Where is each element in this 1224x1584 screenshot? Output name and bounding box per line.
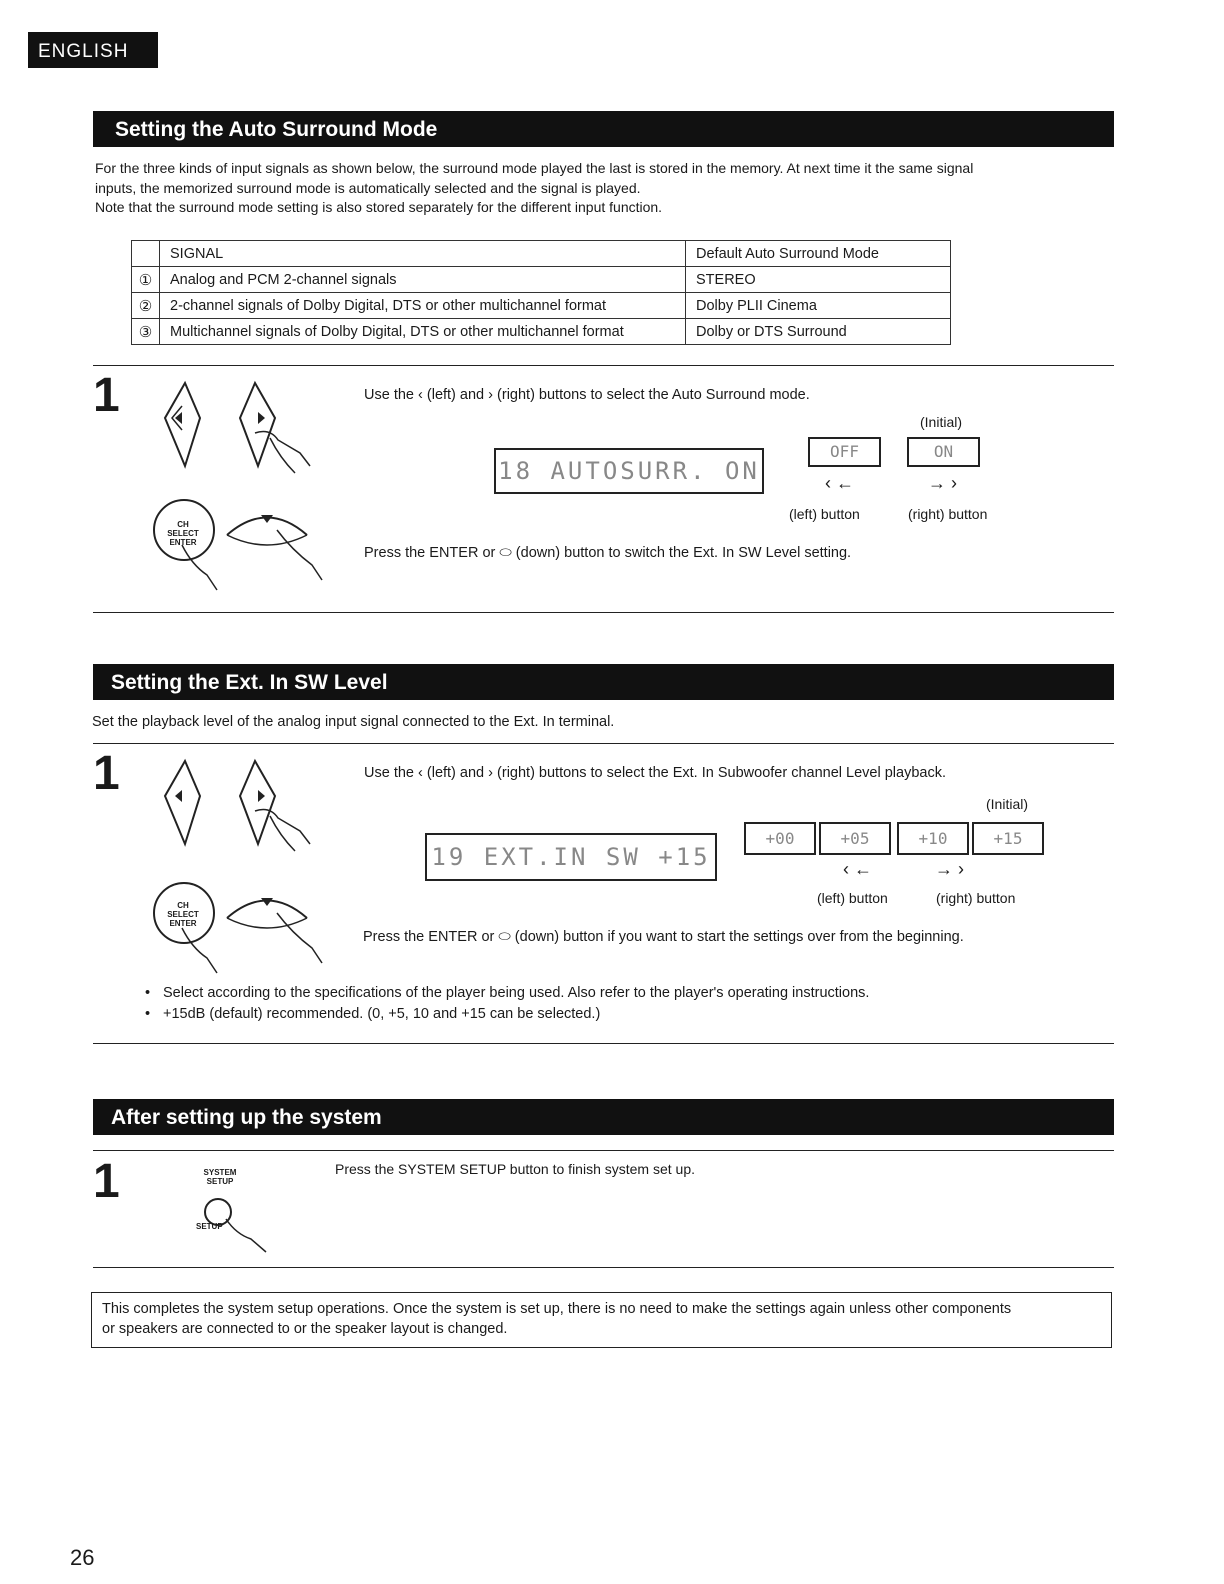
instr-text: Use the bbox=[364, 387, 414, 403]
table-cell-num: ③ bbox=[132, 319, 160, 345]
instruction-select-level bbox=[364, 763, 946, 783]
left-button-icon bbox=[165, 761, 200, 844]
left-button-label: (left) button bbox=[817, 890, 888, 906]
initial-label: (Initial) bbox=[920, 414, 963, 430]
left-button-icon bbox=[165, 383, 200, 466]
initial-label: (Initial) bbox=[986, 796, 1029, 812]
instr-text: (down) button if you want to start the settings over from the beginning. bbox=[514, 929, 964, 945]
divider bbox=[93, 1150, 1114, 1151]
option-05: +05 bbox=[819, 822, 891, 855]
signal-table bbox=[131, 240, 951, 345]
left-button-label: (left) button bbox=[789, 506, 860, 522]
instr-text: Press the ENTER or bbox=[363, 929, 495, 945]
intro-line: inputs, the memorized surround mode is automatically selected and the signal is played. bbox=[95, 179, 641, 196]
table-cell-signal: Multichannel signals of Dolby Digital, DTS or other multichannel format bbox=[160, 319, 686, 345]
right-arrow-icon: › bbox=[488, 765, 493, 781]
lcd-display: 18 AUTOSURR. ON bbox=[494, 448, 764, 494]
divider bbox=[93, 1267, 1114, 1268]
note-line: or speakers are connected to or the speaker layout is changed. bbox=[102, 1321, 508, 1337]
table-row bbox=[132, 319, 951, 345]
instr-text: (right) buttons to select the Auto Surround mode. bbox=[497, 387, 810, 403]
table-cell-mode: Dolby or DTS Surround bbox=[686, 319, 951, 345]
right-button-icon bbox=[240, 761, 275, 844]
hand-icon bbox=[226, 1219, 266, 1252]
page-number: 26 bbox=[70, 1545, 95, 1570]
enter-label: ENTER bbox=[169, 919, 197, 928]
instr-text: Use the bbox=[364, 765, 414, 781]
option-00: +00 bbox=[744, 822, 816, 855]
table-cell-mode: STEREO bbox=[686, 267, 951, 293]
left-arrow-icon: ‹ ← bbox=[843, 859, 872, 879]
instr-text: (left) and bbox=[426, 765, 485, 781]
instr-text: Press the ENTER or bbox=[364, 545, 496, 561]
table-row bbox=[132, 267, 951, 293]
left-arrow-icon: ‹ ← bbox=[825, 473, 854, 493]
table-cell-mode: Dolby PLII Cinema bbox=[686, 293, 951, 319]
note-line: This completes the system setup operations. Once the system is set up, there is no need to make the settings again unless other components bbox=[102, 1301, 1012, 1317]
ch-select-enter-label bbox=[162, 901, 204, 928]
right-arrow-icon: › bbox=[488, 387, 493, 403]
divider bbox=[93, 1043, 1114, 1044]
auto-surround-intro bbox=[95, 159, 1125, 218]
section-title-ext-sw: Setting the Ext. In SW Level bbox=[93, 664, 1114, 700]
divider bbox=[93, 365, 1114, 366]
table-cell-num: ② bbox=[132, 293, 160, 319]
left-right-buttons-illustration bbox=[160, 756, 320, 856]
right-button-label: (right) button bbox=[936, 890, 1016, 906]
option-on: ON bbox=[907, 437, 980, 467]
ch-select-label: CH SELECT bbox=[167, 901, 199, 919]
instruction-system-setup: Press the SYSTEM SETUP button to finish system set up. bbox=[335, 1161, 696, 1177]
ext-sw-notes bbox=[145, 983, 869, 1025]
divider bbox=[93, 743, 1114, 744]
right-arrow-icon: → › bbox=[928, 473, 957, 493]
list-item: • Select according to the specifications of the player being used. Also refer to the player's operating instructions. bbox=[145, 983, 869, 1004]
option-15: +15 bbox=[972, 822, 1044, 855]
setup-label: SETUP bbox=[196, 1222, 223, 1231]
option-off: OFF bbox=[808, 437, 881, 467]
table-header-mode: Default Auto Surround Mode bbox=[686, 241, 951, 267]
table-header-signal: SIGNAL bbox=[160, 241, 686, 267]
ch-select-enter-label bbox=[162, 520, 204, 547]
instruction-enter bbox=[363, 927, 964, 947]
lcd-display: 19 EXT.IN SW +15 bbox=[425, 833, 717, 881]
step-number: 1 bbox=[93, 1155, 120, 1208]
right-button-label: (right) button bbox=[908, 506, 988, 522]
intro-line: Note that the surround mode setting is also stored separately for the different input function. bbox=[95, 199, 663, 215]
divider bbox=[93, 612, 1114, 613]
instruction-select-mode bbox=[364, 385, 810, 405]
section-title-after-setup: After setting up the system bbox=[93, 1099, 1114, 1135]
down-button-icon: ⬭ bbox=[498, 929, 511, 945]
right-arrow-icon: → › bbox=[935, 859, 964, 879]
language-tab: ENGLISH bbox=[28, 32, 158, 68]
step-number: 1 bbox=[93, 369, 120, 422]
table-cell bbox=[132, 241, 160, 267]
enter-label: ENTER bbox=[169, 538, 197, 547]
down-button-icon: ⬭ bbox=[499, 545, 512, 561]
enter-down-buttons-illustration bbox=[152, 878, 332, 978]
table-cell-signal: Analog and PCM 2-channel signals bbox=[160, 267, 686, 293]
left-arrow-icon: ‹ bbox=[418, 387, 423, 403]
step-number: 1 bbox=[93, 747, 120, 800]
instr-text: (left) and bbox=[426, 387, 485, 403]
table-cell-num: ① bbox=[132, 267, 160, 293]
ext-sw-intro: Set the playback level of the analog input signal connected to the Ext. In terminal. bbox=[92, 714, 615, 730]
system-setup-label: SYSTEM SETUP bbox=[203, 1168, 237, 1186]
instr-text: (right) buttons to select the Ext. In Subwoofer channel Level playback. bbox=[497, 765, 946, 781]
intro-line: For the three kinds of input signals as shown below, the surround mode played the last is stored in the memory. At next time it the same signal bbox=[95, 160, 974, 176]
option-10: +10 bbox=[897, 822, 969, 855]
instr-text: (down) button to switch the Ext. In SW Level setting. bbox=[515, 545, 852, 561]
left-arrow-icon: ‹ bbox=[418, 765, 423, 781]
list-item: • +15dB (default) recommended. (0, +5, 10 and +15 can be selected.) bbox=[145, 1004, 869, 1025]
left-right-buttons-illustration bbox=[160, 378, 320, 478]
completion-note bbox=[91, 1292, 1112, 1348]
ch-select-label: CH SELECT bbox=[167, 520, 199, 538]
table-cell-signal: 2-channel signals of Dolby Digital, DTS or other multichannel format bbox=[160, 293, 686, 319]
section-title-auto-surround: Setting the Auto Surround Mode bbox=[93, 111, 1114, 147]
right-button-icon bbox=[240, 383, 275, 466]
table-header-row bbox=[132, 241, 951, 267]
table-row bbox=[132, 293, 951, 319]
instruction-enter bbox=[364, 543, 851, 563]
